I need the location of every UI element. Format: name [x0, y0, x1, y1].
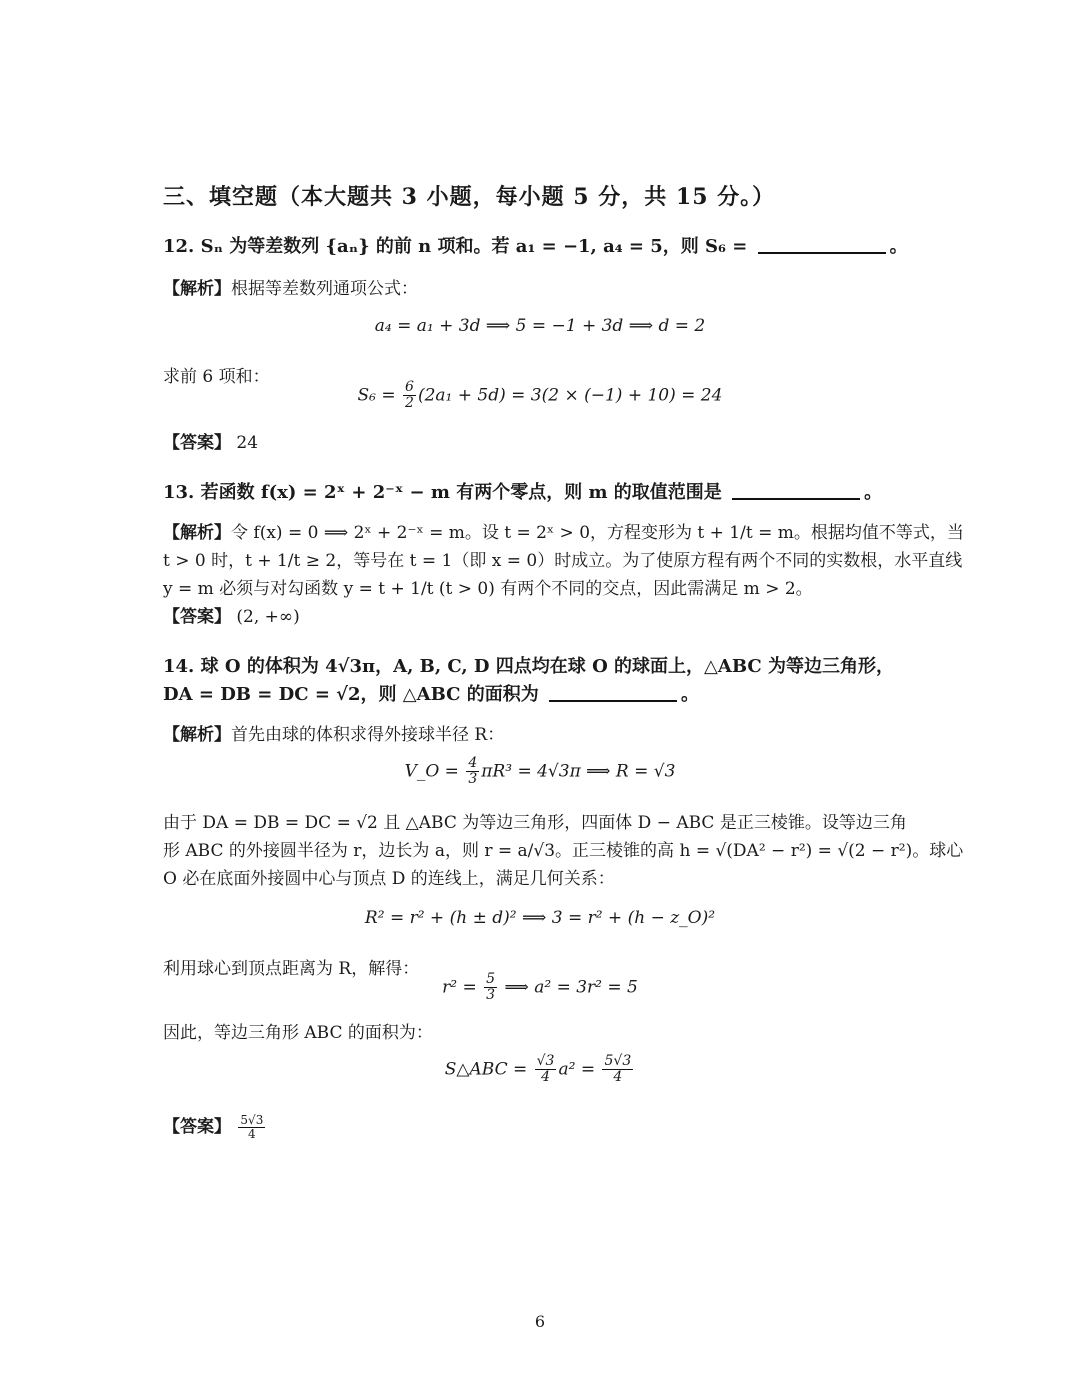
q14-para-line-1: 由于 DA = DB = DC = √2 且 △ABC 为等边三角形，四面体 D − ABC 是正三棱锥。设等边三角 — [163, 813, 907, 833]
q12-analysis — [163, 274, 418, 299]
q14-stem-line-1 — [163, 652, 894, 678]
q14-para-line-2: 形 ABC 的外接圆半径为 r，边长为 a，则 r = a/√3。正三棱锥的高 h = √(DA² − r²) = √(2 − r²)。球心 — [163, 841, 964, 861]
q12-answer-blank — [758, 252, 886, 254]
q14-eq3-lhs: r² = — [442, 977, 477, 998]
q13-stem-text: 若函数 f(x) = 2ˣ + 2⁻ˣ − m 有两个零点，则 m 的取值范围是 — [200, 482, 722, 503]
q14-eq4-fraction-1 — [535, 1054, 557, 1086]
q13-number: 13. — [163, 482, 195, 503]
q14-eq4-fraction-2 — [602, 1054, 633, 1086]
q12-text-2: 求前 6 项和： — [163, 367, 270, 387]
q13-answer — [163, 602, 300, 627]
q14-stem-line-2 — [163, 680, 699, 706]
fraction-numerator: 5 — [486, 971, 496, 987]
q13-answer-blank — [732, 498, 860, 500]
q14-equation-3 — [0, 972, 1080, 1004]
answer-label: 【答案】 — [163, 433, 231, 453]
q14-para-line-3: O 必在底面外接圆中心与顶点 D 的连线上，满足几何关系： — [163, 869, 615, 889]
fraction-denominator: 2 — [405, 395, 414, 412]
fraction-numerator: 4 — [468, 755, 478, 771]
fraction-denominator: 4 — [248, 1127, 256, 1141]
analysis-label: 【解析】 — [163, 279, 231, 299]
q12-equation-1: a₄ = a₁ + 3d ⟹ 5 = −1 + 3d ⟹ d = 2 — [374, 316, 706, 336]
fraction-numerator: 5√3 — [604, 1053, 632, 1069]
q12-eq2-fraction — [403, 380, 416, 412]
page-number: 6 — [534, 1312, 546, 1331]
q14-eq3-fraction — [484, 972, 497, 1004]
q14-eq4-mid: a² = — [558, 1059, 596, 1080]
answer-label: 【答案】 — [163, 1117, 231, 1137]
analysis-label: 【解析】 — [163, 523, 231, 543]
q14-text-4: 因此，等边三角形 ABC 的面积为： — [163, 1023, 433, 1043]
q12-answer-value: 24 — [236, 433, 259, 453]
fraction-numerator: √3 — [536, 1053, 555, 1069]
q13-answer-value: (2, +∞) — [236, 607, 300, 627]
q12-stem-text: Sₙ 为等差数列 {aₙ} 的前 n 项和。若 a₁ = −1, a₄ = 5，则 S₆ = — [200, 236, 748, 257]
analysis-label: 【解析】 — [163, 725, 231, 745]
q14-stem-text-1: 球 O 的体积为 4√3π，A, B, C, D 四点均在球 O 的球面上，△ABC 为等边三角形， — [200, 656, 894, 677]
q13-stem-end: 。 — [864, 482, 883, 503]
q13-analysis-text-1: 令 f(x) = 0 ⟹ 2ˣ + 2⁻ˣ = m。设 t = 2ˣ > 0，方程变形为 t + 1/t = m。根据均值不等式，当 — [231, 523, 964, 543]
fraction-denominator: 3 — [468, 771, 478, 788]
q12-equation-2 — [0, 380, 1080, 412]
fraction-denominator: 4 — [541, 1069, 551, 1086]
fraction-denominator: 3 — [486, 987, 496, 1004]
q14-answer — [163, 1112, 267, 1141]
q14-eq1-rhs: πR³ = 4√3π ⟹ R = √3 — [481, 761, 676, 782]
q13-analysis-line-2: t > 0 时，t + 1/t ≥ 2，等号在 t = 1（即 x = 0）时成立。为了使原方程有两个不同的实数根，水平直线 — [163, 551, 963, 571]
answer-label: 【答案】 — [163, 607, 231, 627]
q12-eq2-lhs: S₆ = — [357, 385, 396, 406]
q14-stem-end: 。 — [681, 684, 700, 705]
q12-answer — [163, 428, 258, 453]
q13-analysis-line-3: y = m 必须与对勾函数 y = t + 1/t (t > 0) 有两个不同的交点，因此需满足 m > 2。 — [163, 579, 813, 599]
fraction-denominator: 4 — [613, 1069, 623, 1086]
fraction-numerator: 6 — [405, 379, 414, 395]
q14-equation-2: R² = r² + (h ± d)² ⟹ 3 = r² + (h − z_O)² — [364, 908, 716, 928]
q14-equation-4 — [0, 1054, 1080, 1086]
q14-number: 14. — [163, 656, 195, 677]
section-heading: 三、填空题（本大题共 3 小题，每小题 5 分，共 15 分。） — [163, 184, 776, 210]
q14-eq4-lhs: S△ABC = — [444, 1059, 528, 1080]
q14-stem-text-2: DA = DB = DC = √2，则 △ABC 的面积为 — [163, 684, 539, 705]
q14-eq1-fraction — [466, 756, 479, 788]
fraction-numerator: 5√3 — [240, 1112, 264, 1127]
q12-stem — [163, 232, 908, 258]
q14-equation-1 — [0, 756, 1080, 788]
q12-eq2-rhs: (2a₁ + 5d) = 3(2 × (−1) + 10) = 24 — [417, 385, 723, 406]
q14-answer-blank — [549, 700, 677, 702]
q13-stem — [163, 478, 882, 504]
q12-analysis-text: 根据等差数列通项公式： — [231, 279, 418, 299]
q14-analysis-text: 首先由球的体积求得外接球半径 R： — [231, 725, 505, 745]
q14-answer-fraction — [238, 1114, 265, 1141]
q14-eq1-lhs: V_O = — [404, 761, 459, 782]
q14-analysis — [163, 720, 504, 745]
q14-eq3-rhs: ⟹ a² = 3r² = 5 — [504, 977, 638, 998]
q13-analysis-line-1 — [163, 518, 964, 543]
q14-text-3: 利用球心到顶点距离为 R，解得： — [163, 959, 420, 979]
q12-stem-end: 。 — [889, 236, 908, 257]
q12-number: 12. — [163, 236, 195, 257]
